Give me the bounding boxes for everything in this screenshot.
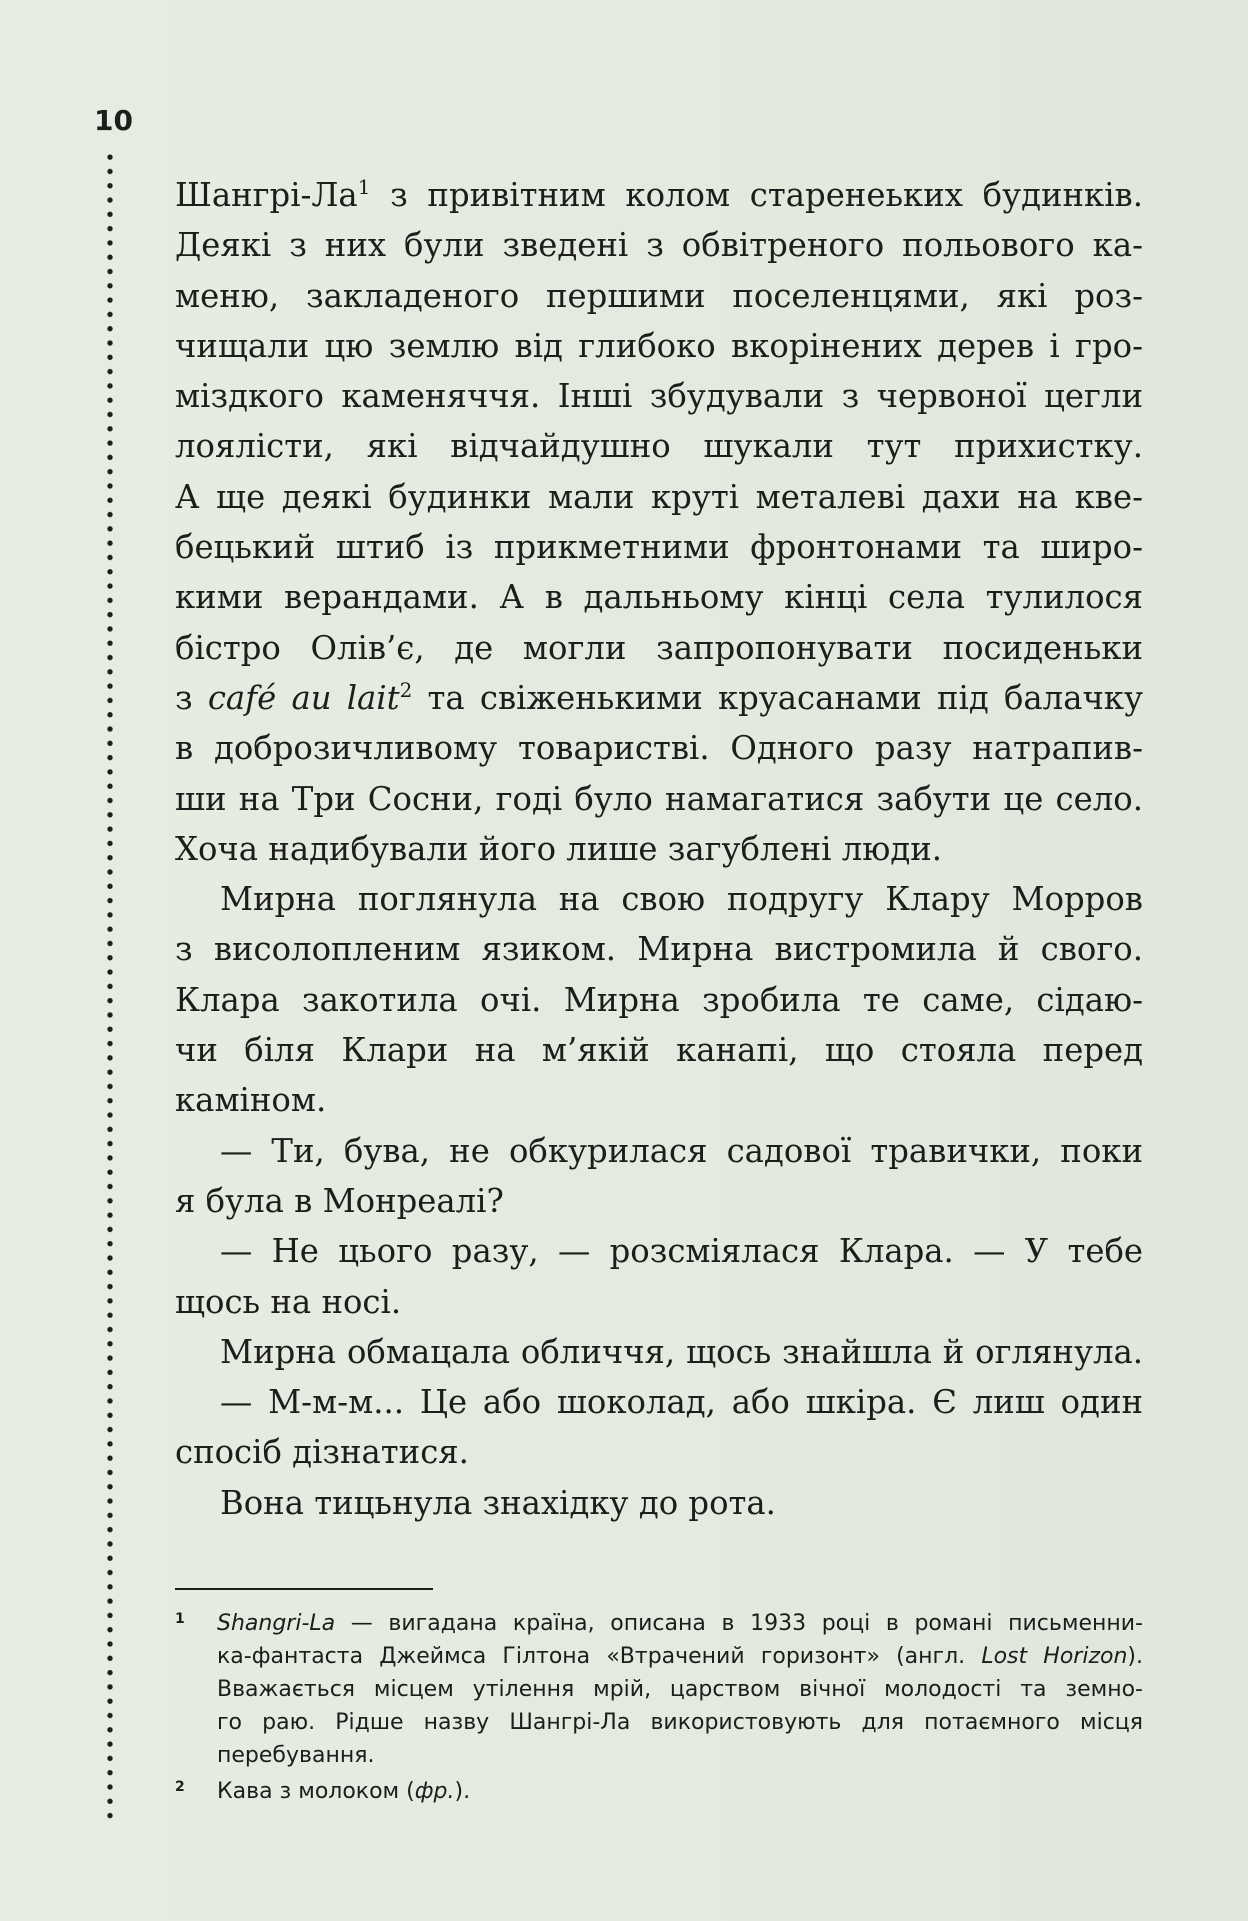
footnote-line: [217, 1607, 1143, 1640]
text-run: перебування.: [217, 1743, 375, 1768]
text-line: [175, 1025, 1143, 1075]
footnote: [175, 1775, 1143, 1808]
text-line: [175, 975, 1143, 1025]
text-line: [175, 774, 1143, 824]
footnote-line: [217, 1739, 1143, 1772]
footnotes: [175, 1607, 1143, 1808]
text-line: [175, 723, 1143, 773]
text-line: [175, 1478, 1143, 1528]
text-run: я була в Монреалі?: [175, 1181, 504, 1220]
text-run: ка-фантаста Джеймса Гілтона «Втрачений горизонт» (англ.: [217, 1644, 982, 1669]
footnote: [175, 1607, 1143, 1772]
text-line: [175, 1226, 1143, 1276]
footnote-line: [217, 1706, 1143, 1739]
text-run: Мирна поглянула на свою подругу Клару Морров: [220, 880, 1143, 919]
text-line: [175, 1075, 1143, 1125]
text-run: меню, закладеного першими поселенцями, які роз-: [175, 276, 1143, 315]
text-run: чищали цю землю від глибоко вкорінених дерев і гро-: [175, 326, 1143, 365]
text-run: — вигадана країна, описана в 1933 році в романі письменни-: [335, 1611, 1143, 1636]
italic-text: café au lait: [207, 678, 400, 717]
text-run: Вона тицьнула знахідку до рота.: [220, 1483, 776, 1522]
text-line: [175, 572, 1143, 622]
text-run: го раю. Рідше назву Шангрі-Ла використовують для потаємного місця: [217, 1710, 1143, 1735]
text-line: [175, 220, 1143, 270]
footnote-mark: 2: [175, 1779, 185, 1795]
text-line: [175, 824, 1143, 874]
page-number: 10: [94, 104, 133, 137]
text-run: ).: [1127, 1644, 1143, 1669]
text-line: [175, 271, 1143, 321]
text-line: [175, 170, 1143, 220]
italic-text: Lost Horizon: [981, 1644, 1128, 1669]
text-run: каміном.: [175, 1081, 327, 1120]
text-run: ши на Три Сосни, годі було намагатися забути це село.: [175, 779, 1143, 818]
text-line: [175, 371, 1143, 421]
text-run: Мирна обмацала обличчя, щось знайшла й оглянула.: [220, 1332, 1143, 1371]
text-line: [175, 623, 1143, 673]
text-run: з висолопленим язиком. Мирна вистромила й свого.: [175, 930, 1143, 969]
text-line: [175, 522, 1143, 572]
body-text: [175, 170, 1143, 1528]
footnote-mark: 1: [175, 1611, 185, 1627]
italic-text: Shangri-La: [217, 1611, 336, 1636]
footnote-line: [217, 1775, 1143, 1808]
italic-text: фр.: [414, 1779, 455, 1804]
dotted-margin-ornament: [104, 150, 116, 1820]
text-run: — М-м-м... Це або шоколад, або шкіра. Є лиш один: [220, 1383, 1143, 1422]
text-run: бецький штиб із прикметними фронтонами та широ-: [175, 528, 1143, 567]
text-run: — Не цього разу, — розсміялася Клара. — У тебе: [220, 1232, 1143, 1271]
text-line: [175, 472, 1143, 522]
text-line: [175, 1427, 1143, 1477]
text-run: чи біля Клари на м’якій канапі, що стояла перед: [175, 1031, 1143, 1070]
text-run: ).: [454, 1779, 471, 1804]
text-run: — Ти, бува, не обкурилася садової травички, поки: [220, 1131, 1143, 1170]
text-run: А ще деякі будинки мали круті металеві дахи на кве-: [175, 477, 1143, 516]
text-run: Деякі з них були зведені з обвітреного польового ка-: [175, 226, 1143, 265]
text-line: [175, 874, 1143, 924]
text-run: Вважається місцем утілення мрій, царством вічної молодості та земно-: [217, 1677, 1143, 1702]
footnote-line: [217, 1640, 1143, 1673]
text-line: [175, 924, 1143, 974]
text-line: [175, 673, 1143, 723]
text-run: кими верандами. А в дальньому кінці села тулилося: [175, 578, 1143, 617]
text-run: міздкого каменяччя. Інші збудували з червоної цегли: [175, 377, 1143, 416]
text-line: [175, 421, 1143, 471]
text-line: [175, 1377, 1143, 1427]
text-line: [175, 1126, 1143, 1176]
text-run: Хоча надибували його лише загублені люди.: [175, 829, 943, 868]
footnote-line: [217, 1673, 1143, 1706]
text-line: [175, 1277, 1143, 1327]
text-run: та свіженькими круасанами під балачку: [412, 678, 1143, 717]
footnote-reference: 1: [357, 175, 371, 200]
text-run: спосіб дізнатися.: [175, 1433, 469, 1472]
footnote-separator: [175, 1588, 433, 1590]
text-run: Клара закотила очі. Мирна зробила те саме, сідаю-: [175, 980, 1143, 1019]
text-run: Кава з молоком (: [217, 1779, 415, 1804]
text-line: [175, 1176, 1143, 1226]
text-run: з: [175, 678, 208, 717]
footnote-reference: 2: [399, 678, 413, 703]
text-line: [175, 321, 1143, 371]
text-run: в доброзичливому товаристві. Одного разу натрапив-: [175, 729, 1143, 768]
text-run: з привітним колом старенеьких будинків.: [370, 176, 1143, 214]
text-run: лоялісти, які відчайдушно шукали тут прихистку.: [175, 427, 1143, 466]
text-line: [175, 1327, 1143, 1377]
text-run: Шангрі-Ла: [175, 176, 358, 214]
text-run: щось на носі.: [175, 1282, 402, 1321]
text-run: бістро Олів’є, де могли запропонувати посиденьки: [175, 628, 1143, 667]
